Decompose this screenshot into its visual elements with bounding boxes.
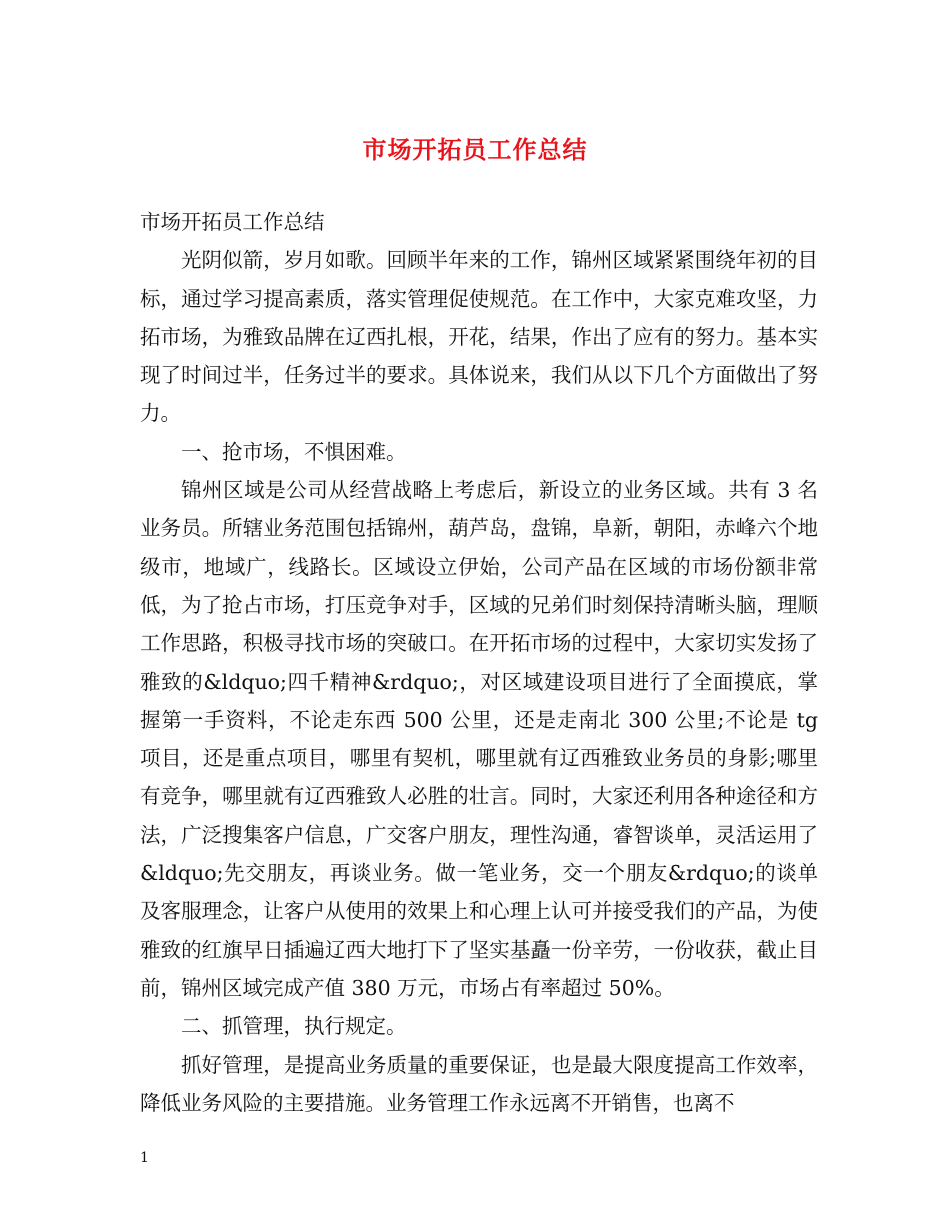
paragraph-section-2: 抓好管理，是提高业务质量的重要保证，也是最大限度提高工作效率，降低业务风险的主要措施。业务管理工作永远离不开销售，也离不 — [140, 1052, 818, 1115]
paragraph-intro: 光阴似箭，岁月如歌。回顾半年来的工作，锦州区域紧紧围绕年初的目标，通过学习提高素质，落实管理促使规范。在工作中，大家克难攻坚，力拓市场，为雅致品牌在辽西扎根，开花，结果，作出了应有的努力。基本实现了时间过半，任务过半的要求。具体说来，我们从以下几个方面做出了努力。 — [140, 248, 818, 426]
paragraph-subtitle: 市场开拓员工作总结 — [140, 210, 325, 234]
document-body — [140, 203, 818, 1122]
section-heading-1: 一、抢市场，不惧困难。 — [181, 439, 407, 464]
paragraph-section-1: 锦州区域是公司从经营战略上考虑后，新设立的业务区域。共有 3 名业务员。所辖业务范围包括锦州，葫芦岛，盘锦，阜新，朝阳，赤峰六个地级市，地域广，线路长。区域设立伊始，公司产品在区域的市场份额非常低，为了抢占市场，打压竞争对手，区域的兄弟们时刻保持清晰头脑，理顺工作思路，积极寻找市场的突破口。在开拓市场的过程中，大家切实发扬了雅致的&ldquo;四千精神&rdquo;，对区域建设项目进行了全面摸底，掌握第一手资料，不论走东西 500 公里，还是走南北 300 公里;不论是 tg 项目，还是重点项目，哪里有契机，哪里就有辽西雅致业务员的身影;哪里有竞争，哪里就有辽西雅致人必胜的壮言。同时，大家还利用各种途径和方法，广泛搜集客户信息，广交客户朋友，理性沟通，睿智谈单，灵活运用了&ldquo;先交朋友，再谈业务。做一笔业务，交一个朋友&rdquo;的谈单及客服理念，让客户从使用的效果上和心理上认可并接受我们的产品，为使雅致的红旗早日插遍辽西大地打下了坚实基矗一份辛劳，一份收获，截止目前，锦州区域完成产值 380 万元，市场占有率超过 50%。 — [140, 478, 818, 1000]
section-heading-2: 二、抓管理，执行规定。 — [181, 1014, 407, 1039]
page-number: 1 — [140, 1150, 149, 1166]
document-title: 市场开拓员工作总结 — [362, 135, 588, 164]
